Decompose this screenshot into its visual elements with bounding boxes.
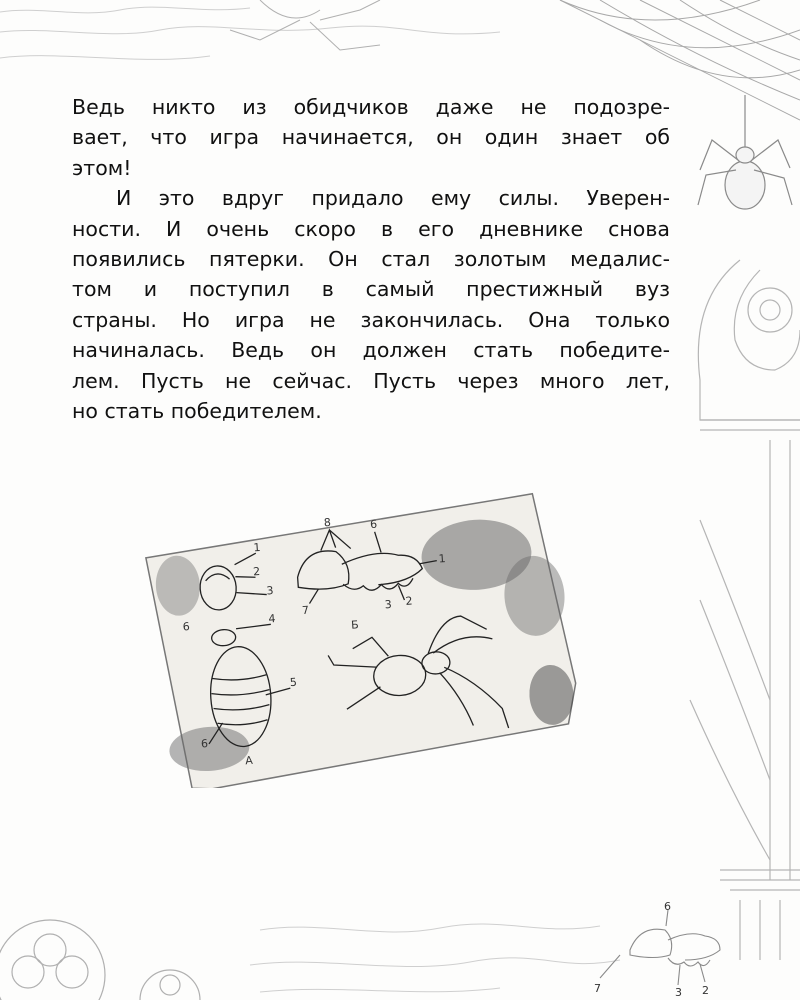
text-line: том и поступил в самый престижный вуз (72, 277, 670, 302)
text-line: лем. Пусть не сейчас. Пусть через много лет, (72, 368, 670, 393)
label-a6b: 6 (200, 737, 209, 751)
corner-label-2: 2 (702, 984, 709, 997)
label-b-caption: Б (350, 618, 360, 632)
label-a2: 2 (252, 564, 261, 579)
spider-sketch (698, 95, 792, 209)
label-b8: 8 (323, 515, 332, 530)
label-b3: 3 (384, 597, 393, 612)
corner-insect-sketch (580, 900, 800, 1000)
label-a-caption: A (244, 753, 254, 768)
label-b1: 1 (438, 551, 447, 566)
paragraph-1 (72, 92, 670, 183)
label-b7: 7 (301, 603, 310, 618)
spider-top (230, 0, 380, 50)
label-b6: 6 (369, 517, 378, 532)
quatrefoil-ornament (0, 920, 200, 1000)
label-a5: 5 (289, 675, 298, 690)
label-a6: 6 (182, 620, 191, 634)
text-line: но стать победителем. (72, 399, 322, 424)
corner-label-7: 7 (594, 982, 601, 995)
label-a1: 1 (252, 540, 261, 555)
label-a4: 4 (267, 612, 276, 626)
text-line: Ведь никто из обидчиков даже не подозре- (72, 95, 670, 119)
label-a3: 3 (266, 584, 274, 598)
label-b2: 2 (405, 594, 413, 608)
body-text (72, 92, 670, 426)
text-line: страны. Но игра не закончилась. Она только (72, 307, 670, 332)
corner-label-6: 6 (664, 900, 671, 913)
corner-label-3: 3 (675, 986, 682, 999)
text-line: этом! (72, 155, 132, 180)
text-line: вает, что игра начинается, он один знает об (72, 125, 670, 150)
text-line: появились пятерки. Он стал золотым медалис- (72, 247, 670, 272)
insect-illustration-card (142, 488, 582, 788)
text-line: начиналась. Ведь он должен стать победите- (72, 338, 670, 363)
text-line: И это вдруг придало ему силы. Уверен- (116, 186, 670, 211)
paragraph-2 (72, 183, 670, 426)
gothic-arch (690, 260, 800, 960)
text-line: ности. И очень скоро в его дневнике снова (72, 216, 670, 241)
